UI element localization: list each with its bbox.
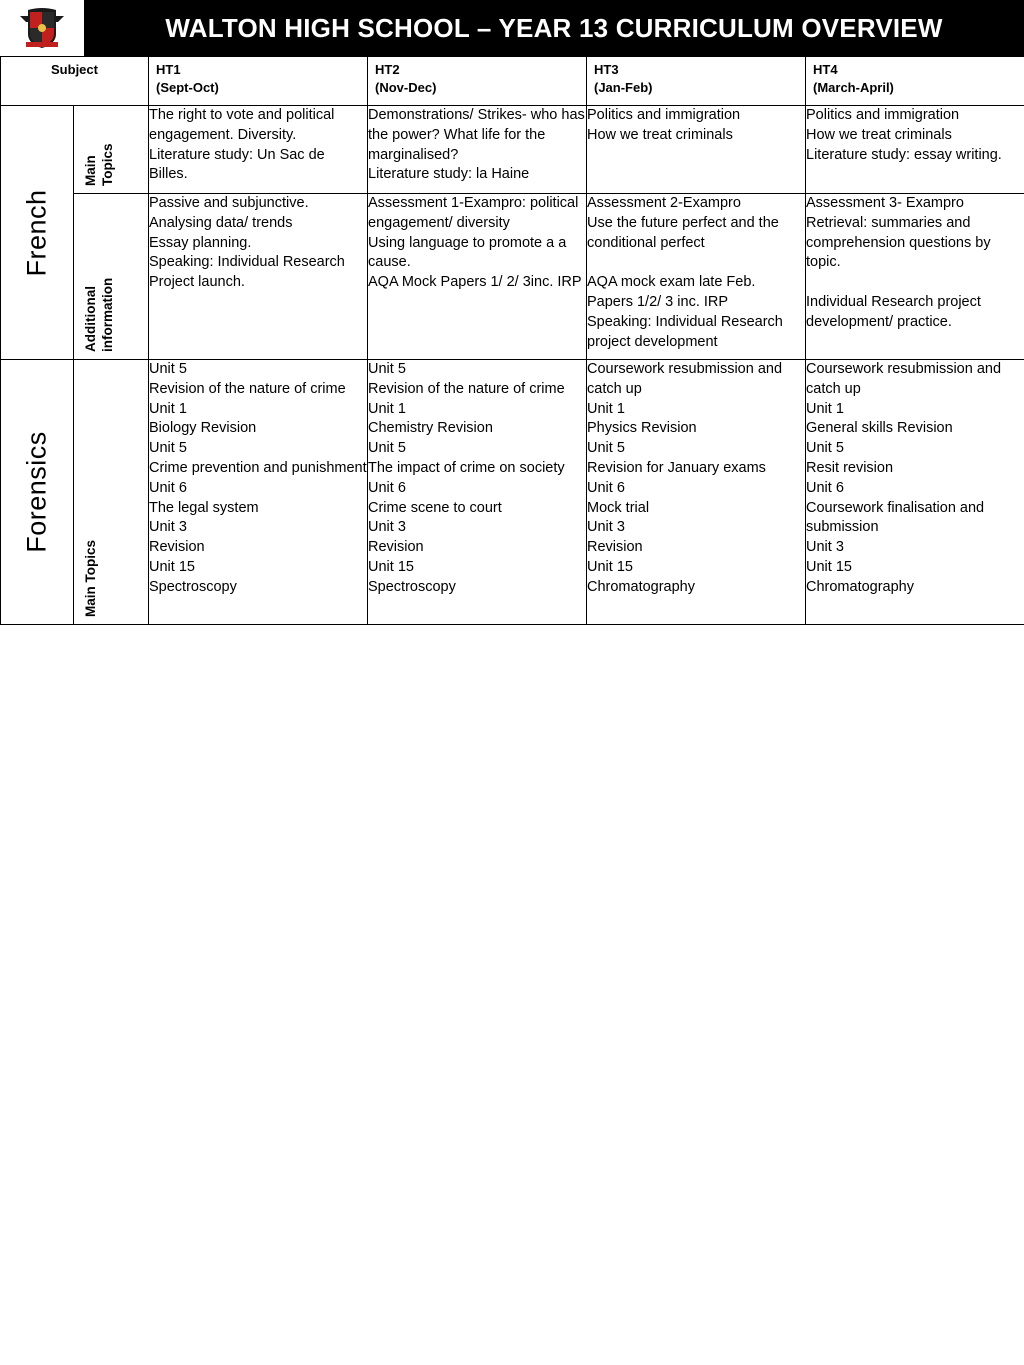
cell-line: Unit 5 — [149, 361, 187, 377]
cell-line: Revision of the nature of crime — [149, 380, 346, 397]
cell-line — [587, 253, 805, 273]
cell-line: Revision — [587, 539, 643, 556]
cell-line: Unit 6 — [806, 479, 844, 496]
cell-line: Crime scene to court — [368, 499, 502, 516]
table-cell — [587, 194, 806, 360]
cell-line: Coursework resubmission and catch up — [806, 361, 1002, 397]
cell-line: Unit 6 — [587, 479, 625, 496]
cell-line: AQA Mock Papers 1/ 2/ 3inc. IRP — [368, 274, 582, 291]
cell-line: Literature study: la Haine — [368, 166, 530, 183]
cell-line: Unit 3 — [368, 519, 406, 536]
cell-line: The right to vote and political engagement. Diversity. — [149, 107, 335, 143]
cell-line: Unit 6 — [149, 479, 187, 496]
cell-line — [806, 273, 1024, 293]
table-cell — [368, 194, 587, 360]
table-cell — [368, 106, 587, 194]
cell-line: Spectroscopy — [149, 578, 237, 595]
row-label-main-topics: Main Topics — [74, 360, 149, 625]
cell-line: Literature study: essay writing. — [806, 146, 1002, 163]
cell-line: Unit 5 — [368, 440, 406, 457]
cell-line: AQA mock exam late Feb. — [587, 274, 756, 291]
cell-line: The impact of crime on society — [368, 459, 565, 476]
cell-line: Unit 1 — [806, 400, 844, 417]
table-cell — [149, 360, 368, 625]
cell-line: Chemistry Revision — [368, 420, 493, 437]
cell-line: Unit 15 — [368, 558, 414, 575]
cell-line: Unit 1 — [149, 400, 187, 417]
cell-line: Retrieval: summaries and comprehension questions by topic. — [806, 214, 991, 271]
cell-line: Unit 15 — [806, 558, 852, 575]
cell-line: Biology Revision — [149, 420, 257, 437]
cell-line: Speaking: Individual Research project development — [587, 313, 783, 350]
cell-line: Unit 6 — [368, 479, 406, 496]
cell-line: Coursework resubmission and catch up — [587, 361, 783, 397]
subject-cell-french — [1, 106, 74, 360]
table-cell — [587, 360, 806, 625]
curriculum-table — [0, 56, 1024, 625]
cell-line: Papers 1/2/ 3 inc. IRP — [587, 293, 729, 310]
page-header — [0, 0, 1024, 56]
table-cell — [149, 106, 368, 194]
cell-line: Individual Research project development/ practice. — [806, 293, 981, 330]
row-label-additional-information: Additional information — [74, 194, 149, 360]
subject-cell-forensics — [1, 360, 74, 625]
page-title: WALTON HIGH SCHOOL – YEAR 13 CURRICULUM OVERVIEW — [165, 12, 943, 43]
cell-line: Unit 3 — [149, 519, 187, 536]
cell-line: How we treat criminals — [806, 126, 952, 143]
row-label-main-topics: Main Topics — [74, 106, 149, 194]
cell-line: Using language to promote a a cause. — [368, 234, 567, 271]
cell-line: Unit 15 — [149, 558, 195, 575]
cell-line: Unit 5 — [149, 440, 187, 457]
cell-line: Literature study: Un Sac de Billes. — [149, 146, 325, 183]
cell-line: General skills Revision — [806, 420, 953, 437]
cell-line: Chromatography — [806, 578, 914, 595]
cell-line: Physics Revision — [587, 420, 697, 437]
cell-line: Speaking: Individual Research Project launch. — [149, 254, 345, 291]
cell-line: Politics and immigration — [587, 107, 741, 123]
cell-line: Revision — [368, 539, 424, 556]
cell-line: Assessment 3- Exampro — [806, 195, 964, 211]
column-header-ht4: HT4 (March-April) — [806, 57, 1024, 106]
column-header-ht2: HT2 (Nov-Dec) — [368, 57, 587, 106]
cell-line: Unit 3 — [806, 539, 844, 556]
subject-label: French — [21, 188, 52, 277]
table-header-row — [1, 57, 1024, 106]
french-additional-row — [1, 194, 1024, 360]
cell-line: Unit 1 — [368, 400, 406, 417]
subject-header: Subject — [1, 57, 149, 106]
cell-line: Analysing data/ trends — [149, 214, 293, 231]
cell-line: Use the future perfect and the conditional perfect — [587, 214, 779, 251]
cell-line: Unit 1 — [587, 400, 625, 417]
cell-line: Chromatography — [587, 578, 695, 595]
forensics-main-row — [1, 360, 1024, 625]
cell-line: Unit 5 — [587, 440, 625, 457]
cell-line: Revision — [149, 539, 205, 556]
logo-area — [0, 0, 84, 56]
cell-line: Resit revision — [806, 459, 894, 476]
subject-label: Forensics — [21, 431, 52, 553]
cell-line: The legal system — [149, 499, 259, 516]
cell-line: Unit 5 — [806, 440, 844, 457]
column-header-ht1: HT1 (Sept-Oct) — [149, 57, 368, 106]
column-header-ht3: HT3 (Jan-Feb) — [587, 57, 806, 106]
cell-line: Coursework finalisation and submission — [806, 499, 985, 536]
cell-line: Spectroscopy — [368, 578, 456, 595]
cell-line: How we treat criminals — [587, 126, 733, 143]
table-cell — [806, 360, 1024, 625]
cell-line: Revision of the nature of crime — [368, 380, 565, 397]
cell-line: Essay planning. — [149, 234, 252, 251]
cell-line: Unit 3 — [587, 519, 625, 536]
cell-line: Unit 15 — [587, 558, 633, 575]
cell-line: Passive and subjunctive. — [149, 195, 309, 211]
french-main-row — [1, 106, 1024, 194]
table-cell — [806, 106, 1024, 194]
cell-line: Unit 5 — [368, 361, 406, 377]
table-cell — [806, 194, 1024, 360]
cell-line: Politics and immigration — [806, 107, 960, 123]
table-cell — [587, 106, 806, 194]
cell-line: Crime prevention and punishment — [149, 459, 367, 476]
school-crest-icon — [18, 6, 66, 50]
cell-line: Demonstrations/ Strikes- who has the power? What life for the marginalised? — [368, 107, 585, 163]
cell-line: Assessment 2-Exampro — [587, 195, 741, 211]
title-bar — [84, 0, 1024, 56]
cell-line: Revision for January exams — [587, 459, 766, 476]
table-cell — [368, 360, 587, 625]
cell-line: Assessment 1-Exampro: political engagement/ diversity — [368, 195, 579, 231]
cell-line: Mock trial — [587, 499, 650, 516]
table-cell — [149, 194, 368, 360]
